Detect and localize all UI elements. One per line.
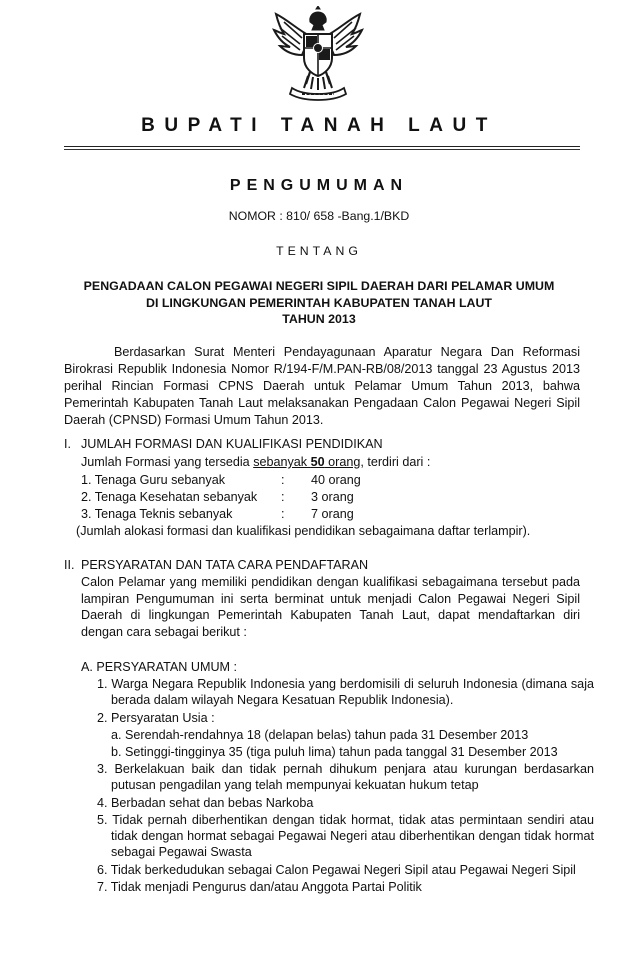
section-2-number: II. — [64, 558, 75, 572]
document-number: NOMOR : 810/ 658 -Bang.1/BKD — [228, 209, 410, 223]
subject-line: PENGADAAN CALON PEGAWAI NEGERI SIPIL DAERAH DARI PELAMAR UMUM — [83, 279, 555, 293]
formasi-row-label: 2. Tenaga Kesehatan sebanyak — [81, 490, 258, 504]
formasi-note: (Jumlah alokasi formasi dan kualifikasi pendidikan sebagaimana daftar terlampir). — [76, 524, 531, 538]
requirement-item-2b: b. Setinggi-tingginya 35 (tiga puluh lima) tahun pada tanggal 31 Desember 2013 — [111, 745, 558, 759]
requirement-item-2a: a. Serendah-rendahnya 18 (delapan belas) tahun pada 31 Desember 2013 — [111, 728, 529, 742]
section-2-heading: PERSYARATAN DAN TATA CARA PENDAFTARAN — [81, 558, 369, 572]
section-1-number: I. — [64, 437, 71, 451]
requirement-item-7: 7. Tidak menjadi Pengurus dan/atau Anggota Partai Politik — [97, 880, 422, 894]
formasi-total-count — [253, 455, 360, 469]
formasi-total — [81, 454, 430, 470]
formasi-row-value: 7 orang — [311, 507, 354, 521]
persyaratan-umum-heading: A. PERSYARATAN UMUM : — [81, 660, 238, 674]
header-rule-thick — [64, 146, 580, 147]
requirement-item-1: 1. Warga Negara Republik Indonesia yang berdomisili di seluruh Indonesia (dimana saja berada dalam wilayah Negara Kesatuan Republik Indonesia). — [97, 677, 594, 708]
requirement-item-6: 6. Tidak berkedudukan sebagai Calon Pegawai Negeri Sipil atau Pegawai Negeri Sipil — [97, 863, 576, 877]
section-1-heading: JUMLAH FORMASI DAN KUALIFIKASI PENDIDIKAN — [81, 437, 383, 451]
requirement-item-5: 5. Tidak pernah diberhentikan dengan tidak hormat, tidak atas permintaan sendiri atau tidak dengan hormat sebagai Pegawai Negeri atau diberhentikan dengan tidak hormat sebagai Pegawai Swasta — [97, 813, 594, 860]
formasi-row-sep: : — [281, 507, 285, 521]
document-subject — [0, 278, 638, 328]
formasi-row-sep: : — [281, 473, 285, 487]
formasi-total-pre: Jumlah Formasi yang tersedia — [81, 455, 254, 469]
formasi-row-value: 3 orang — [311, 490, 354, 504]
formasi-row-value: 40 orang — [311, 473, 361, 487]
formasi-row — [81, 489, 381, 505]
requirement-item-4: 4. Berbadan sehat dan bebas Narkoba — [97, 796, 314, 810]
requirement-item-3: 3. Berkelakuan baik dan tidak pernah dihukum penjara atau kurungan berdasarkan putusan pengadilan yang telah mempunyai kekuatan hukum tetap — [97, 762, 594, 793]
requirement-item-2: 2. Persyaratan Usia : — [97, 711, 215, 725]
formasi-total-u2: orang — [324, 455, 361, 469]
header-org: BUPATI TANAH LAUT — [141, 115, 497, 136]
document-tentang: TENTANG — [276, 244, 362, 258]
header-rule-thin — [64, 149, 580, 150]
formasi-total-num: 50 — [310, 455, 325, 469]
formasi-row-label: 3. Tenaga Teknis sebanyak — [81, 507, 233, 521]
section-2-intro: Calon Pelamar yang memiliki pendidikan dengan kualifikasi sebagaimana tersebut pada lampiran Pengumuman ini serta berminat untuk menjadi Calon Pegawai Negeri Sipil Daerah di lingkungan Pemerintah Kabupaten Tanah Laut, dapat mendaftarkan diri dengan cara sebagai berikut : — [81, 575, 580, 639]
intro-paragraph — [64, 344, 580, 429]
garuda-emblem-icon — [268, 6, 368, 104]
formasi-row — [81, 472, 381, 488]
formasi-total-post: , terdiri dari : — [360, 455, 431, 469]
subject-line: DI LINGKUNGAN PEMERINTAH KABUPATEN TANAH LAUT — [146, 295, 492, 310]
intro-text: Berdasarkan Surat Menteri Pendayagunaan Aparatur Negara Dan Reformasi Birokrasi Republik Indonesia Nomor R/194-F/M.PAN-RB/08/2013 tanggal 23 Agustus 2013 perihal Rincian Formasi CPNS Daerah untuk Pelamar Umum Tahun 2013, bahwa Pemerintah Kabupaten Tanah Laut melaksanakan Pengadaan Calon Pegawai Negeri Sipil Daerah (CPNSD) Formasi Umum Tahun 2013. — [64, 345, 580, 427]
formasi-row — [81, 506, 381, 522]
document-title: PENGUMUMAN — [229, 177, 409, 194]
formasi-row-label: 1. Tenaga Guru sebanyak — [81, 473, 225, 487]
formasi-row-sep: : — [281, 490, 285, 504]
subject-line: TAHUN 2013 — [282, 312, 356, 326]
formasi-total-u1: sebanyak — [253, 455, 311, 469]
